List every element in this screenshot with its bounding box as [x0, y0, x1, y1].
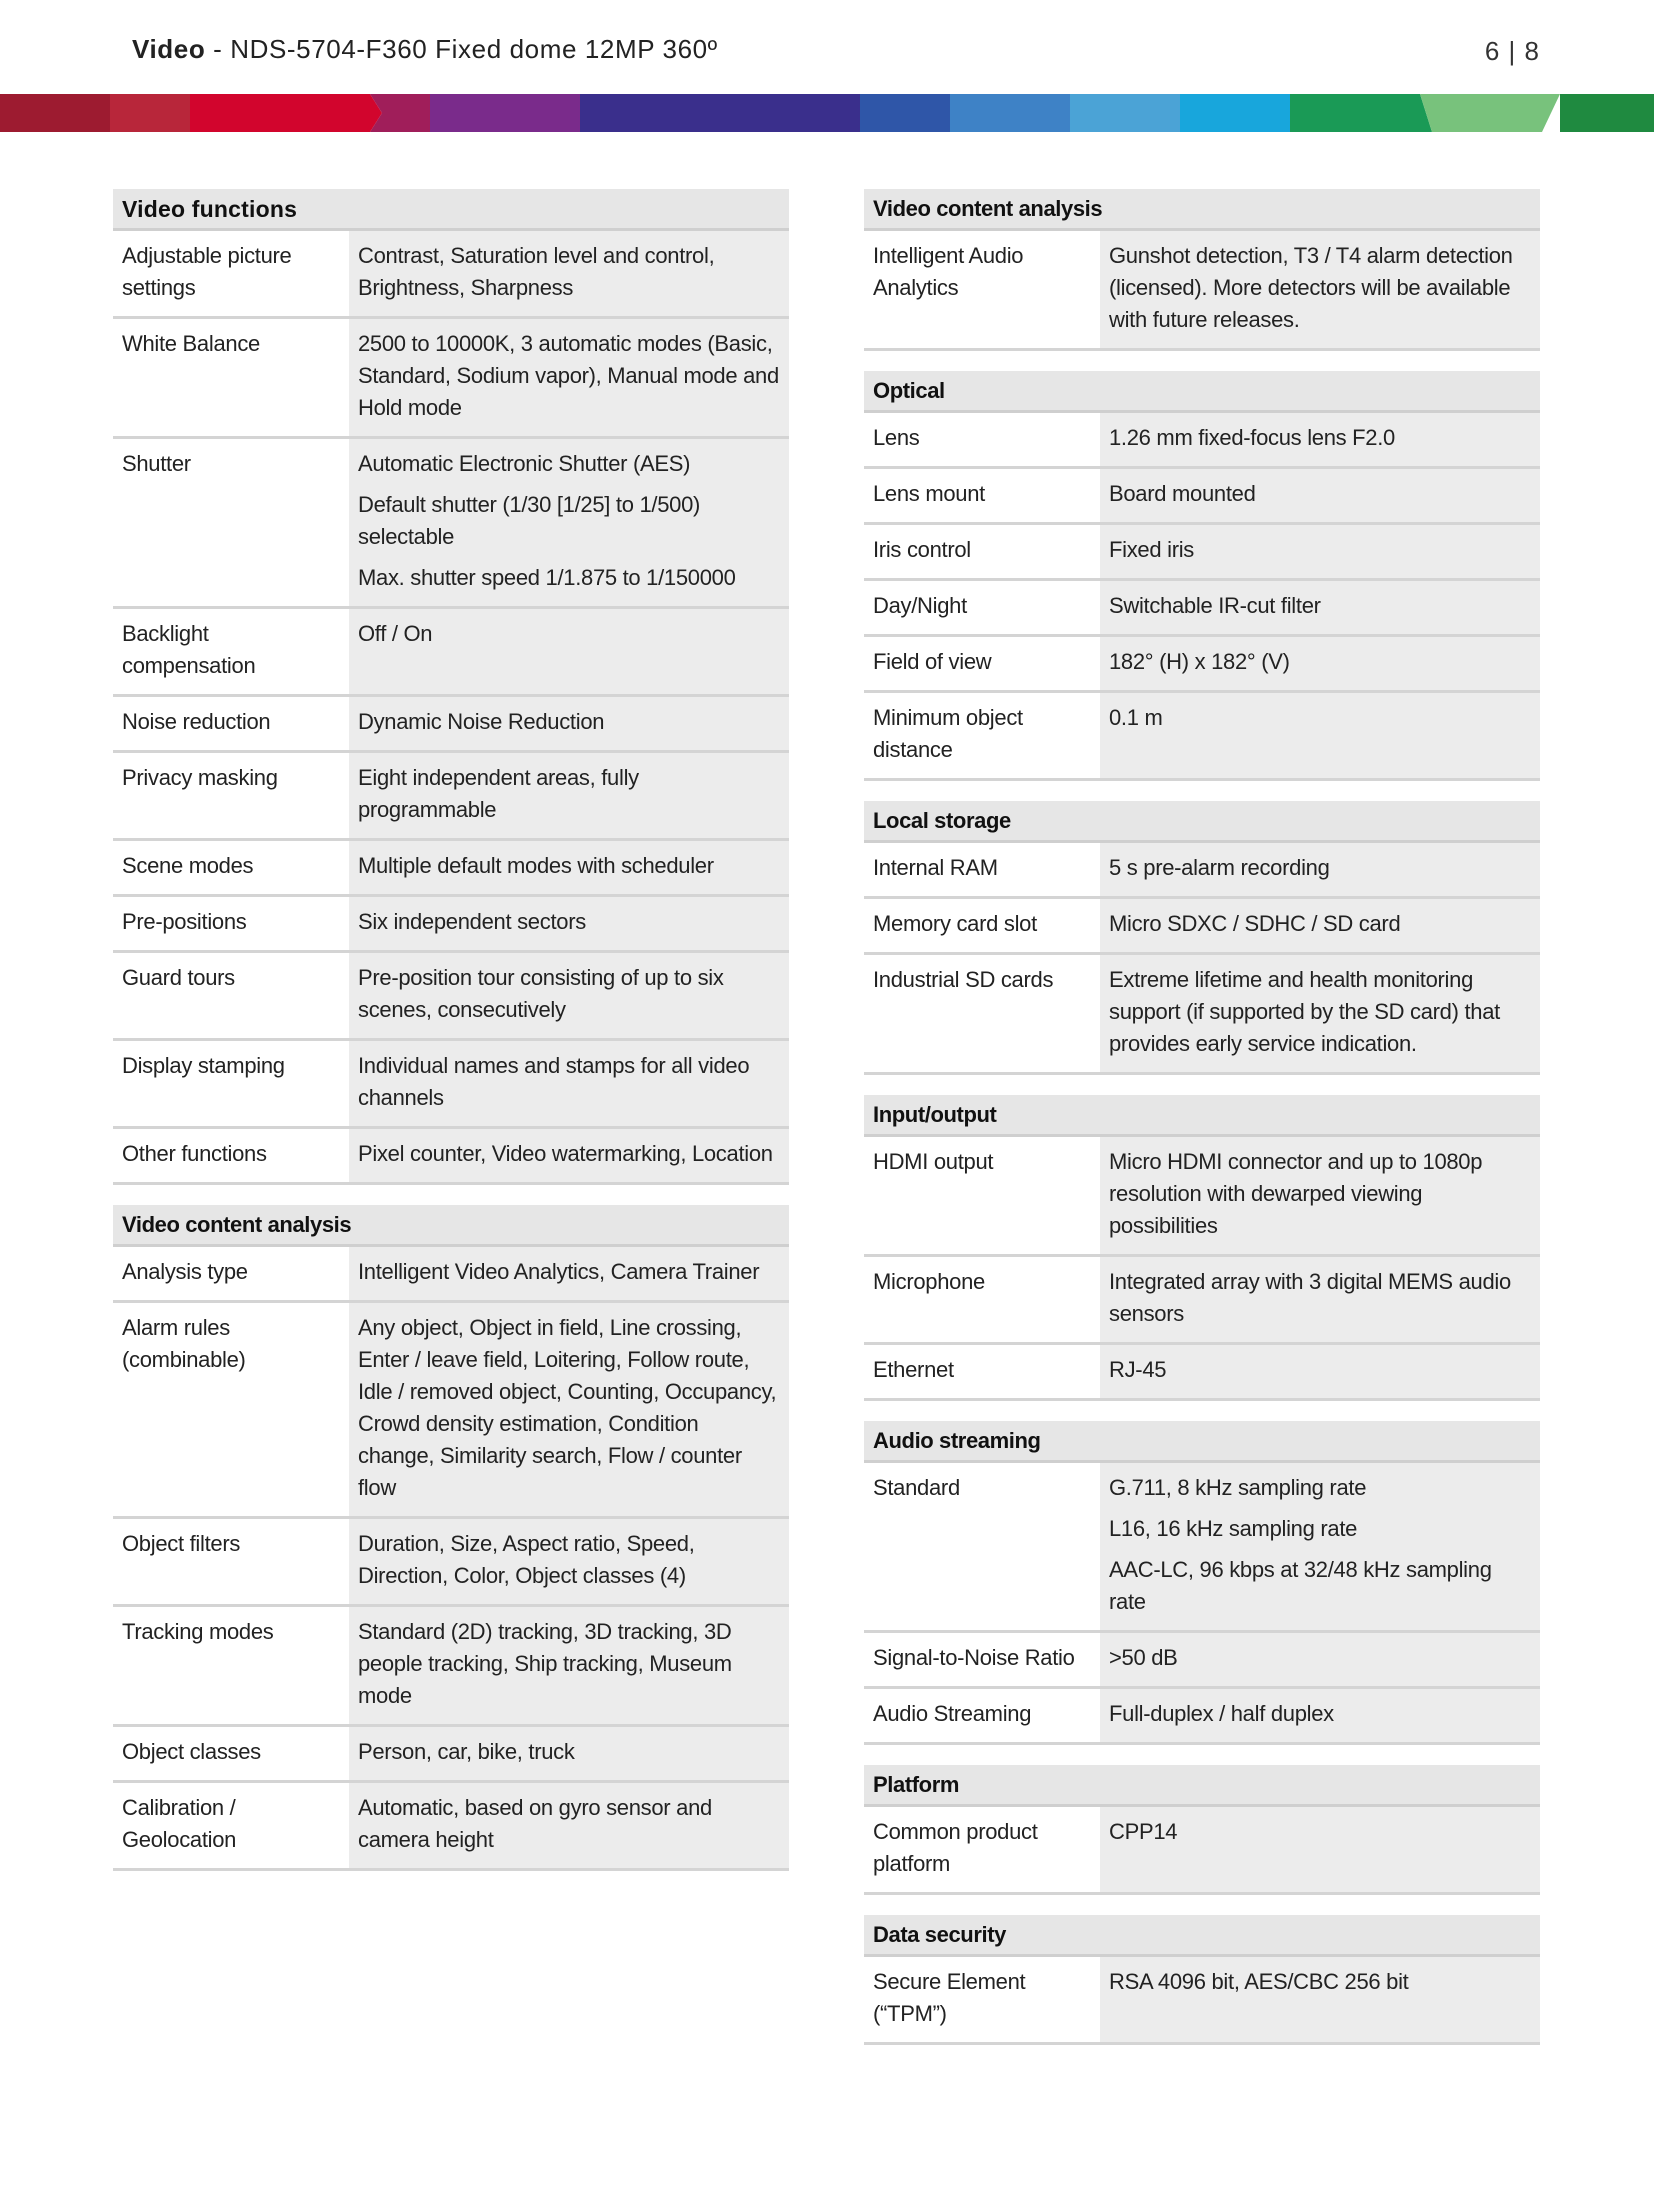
spec-value: [1100, 1807, 1540, 1892]
spec-value-line: Multiple default modes with scheduler: [358, 853, 714, 878]
section-title: Platform: [864, 1765, 1540, 1807]
spec-value: [1100, 581, 1540, 634]
spec-value-line: Eight independent areas, fully programmable: [358, 765, 639, 822]
spec-label: Privacy masking: [113, 753, 349, 838]
spec-label: Standard: [864, 1463, 1100, 1630]
spec-value: [349, 1783, 789, 1868]
spec-label: Analysis type: [113, 1247, 349, 1300]
spec-row: [864, 1689, 1540, 1745]
spec-value: [1100, 1345, 1540, 1398]
page-header: [0, 0, 1654, 94]
document-title: [132, 34, 718, 65]
spec-row: [864, 413, 1540, 469]
spec-row: [113, 609, 789, 697]
spec-value: [349, 1607, 789, 1724]
spec-label: Calibration / Geolocation: [113, 1783, 349, 1868]
spec-label: Display stamping: [113, 1041, 349, 1126]
spec-value: [349, 1041, 789, 1126]
spec-value-line: Full-duplex / half duplex: [1109, 1701, 1334, 1726]
spec-row: [864, 843, 1540, 899]
spec-value: [1100, 1689, 1540, 1742]
spec-label: Adjustable picture settings: [113, 231, 349, 316]
spec-value-line: Automatic, based on gyro sensor and camera height: [358, 1795, 712, 1852]
spec-label: Scene modes: [113, 841, 349, 894]
spec-row: [113, 953, 789, 1041]
spec-label: White Balance: [113, 319, 349, 436]
spec-label: Lens mount: [864, 469, 1100, 522]
spec-value: [1100, 469, 1540, 522]
spec-value-line: 1.26 mm fixed-focus lens F2.0: [1109, 425, 1395, 450]
spec-row: [113, 697, 789, 753]
section-title: Input/output: [864, 1095, 1540, 1137]
spec-value: [1100, 413, 1540, 466]
spec-value-line: Person, car, bike, truck: [358, 1739, 575, 1764]
section-title: Video content analysis: [113, 1205, 789, 1247]
spec-label: Internal RAM: [864, 843, 1100, 896]
spec-row: [113, 1041, 789, 1129]
spec-label: Lens: [864, 413, 1100, 466]
spec-value-line: Pre-position tour consisting of up to six scenes, consecutively: [358, 965, 724, 1022]
section-title: Audio streaming: [864, 1421, 1540, 1463]
spec-value: [1100, 637, 1540, 690]
spec-label: HDMI output: [864, 1137, 1100, 1254]
spec-value-line: Extreme lifetime and health monitoring support (if supported by the SD card) that provides early service indication.: [1109, 967, 1500, 1056]
spec-value-line: Board mounted: [1109, 481, 1256, 506]
spec-label: Alarm rules (combinable): [113, 1303, 349, 1516]
spec-label: Iris control: [864, 525, 1100, 578]
brand-color-bar: [0, 94, 1654, 132]
spec-value-line: Contrast, Saturation level and control, Brightness, Sharpness: [358, 243, 715, 300]
document-title-category: Video: [132, 34, 206, 64]
spec-section: [864, 1765, 1540, 1895]
spec-label: Memory card slot: [864, 899, 1100, 952]
spec-label: Noise reduction: [113, 697, 349, 750]
spec-value: [1100, 231, 1540, 348]
spec-row: [864, 1463, 1540, 1633]
spec-value-line: Micro HDMI connector and up to 1080p resolution with dewarped viewing possibilities: [1109, 1149, 1483, 1238]
spec-row: [113, 1607, 789, 1727]
spec-label: Backlight compensation: [113, 609, 349, 694]
spec-label: Pre-positions: [113, 897, 349, 950]
spec-section: [113, 1205, 789, 1871]
spec-value-line: 182° (H) x 182° (V): [1109, 649, 1290, 674]
section-title: Video functions: [113, 189, 789, 231]
spec-label: Minimum object distance: [864, 693, 1100, 778]
section-title: Optical: [864, 371, 1540, 413]
spec-row: [113, 753, 789, 841]
spec-row: [113, 1247, 789, 1303]
spec-row: [864, 1807, 1540, 1895]
spec-row: [864, 1957, 1540, 2045]
spec-section: [864, 801, 1540, 1075]
spec-value-line: RSA 4096 bit, AES/CBC 256 bit: [1109, 1969, 1409, 1994]
spec-label: Microphone: [864, 1257, 1100, 1342]
spec-value-line: Six independent sectors: [358, 909, 586, 934]
spec-row: [113, 231, 789, 319]
spec-value: [1100, 1633, 1540, 1686]
spec-value: [349, 841, 789, 894]
spec-value: [1100, 1957, 1540, 2042]
spec-value: [349, 697, 789, 750]
spec-value: [1100, 1463, 1540, 1630]
spec-value: [1100, 843, 1540, 896]
spec-row: [864, 1137, 1540, 1257]
spec-value-line: Off / On: [358, 621, 433, 646]
spec-value: [349, 1727, 789, 1780]
left-column: [113, 189, 789, 1891]
spec-row: [113, 841, 789, 897]
spec-label: Industrial SD cards: [864, 955, 1100, 1072]
spec-value-line: Pixel counter, Video watermarking, Location: [358, 1141, 773, 1166]
spec-value-line: Gunshot detection, T3 / T4 alarm detection (licensed). More detectors will be available with future releases.: [1109, 243, 1513, 332]
spec-value-line: Micro SDXC / SDHC / SD card: [1109, 911, 1401, 936]
spec-value: [1100, 693, 1540, 778]
spec-row: [864, 1257, 1540, 1345]
spec-label: Object filters: [113, 1519, 349, 1604]
spec-value-line: Max. shutter speed 1/1.875 to 1/150000: [358, 565, 736, 590]
spec-value-line: Fixed iris: [1109, 537, 1195, 562]
spec-row: [864, 955, 1540, 1075]
spec-value: [349, 1129, 789, 1182]
spec-value: [349, 897, 789, 950]
spec-value-line: Automatic Electronic Shutter (AES): [358, 451, 691, 476]
spec-value-line: Standard (2D) tracking, 3D tracking, 3D people tracking, Ship tracking, Museum mode: [358, 1619, 732, 1708]
spec-label: Shutter: [113, 439, 349, 606]
spec-value: [349, 953, 789, 1038]
spec-value: [1100, 1257, 1540, 1342]
spec-label: Other functions: [113, 1129, 349, 1182]
spec-row: [113, 1519, 789, 1607]
document-title-product: - NDS-5704-F360 Fixed dome 12MP 360º: [205, 34, 718, 64]
spec-row: [864, 525, 1540, 581]
section-title: Local storage: [864, 801, 1540, 843]
spec-row: [113, 1783, 789, 1871]
spec-value-line: AAC-LC, 96 kbps at 32/48 kHz sampling rate: [1109, 1557, 1492, 1614]
spec-value: [1100, 899, 1540, 952]
spec-value: [349, 1519, 789, 1604]
spec-section: [864, 371, 1540, 781]
spec-label: Intelligent Audio Analytics: [864, 231, 1100, 348]
spec-section: [864, 189, 1540, 351]
spec-value-line: Dynamic Noise Reduction: [358, 709, 605, 734]
spec-section: [113, 189, 789, 1185]
spec-value-line: Any object, Object in field, Line crossing, Enter / leave field, Loitering, Follow route, Idle / removed object, Counting, Occupancy, Crowd density estimation, Condition change, Similarity search, Flow / counter flow: [358, 1315, 777, 1500]
spec-value-line: Intelligent Video Analytics, Camera Trainer: [358, 1259, 760, 1284]
spec-value-line: 0.1 m: [1109, 705, 1163, 730]
spec-label: Common product platform: [864, 1807, 1100, 1892]
spec-value: [1100, 955, 1540, 1072]
spec-row: [864, 231, 1540, 351]
spec-row: [864, 581, 1540, 637]
section-title: Video content analysis: [864, 189, 1540, 231]
spec-row: [864, 899, 1540, 955]
spec-value-line: Individual names and stamps for all video channels: [358, 1053, 750, 1110]
spec-label: Signal-to-Noise Ratio: [864, 1633, 1100, 1686]
spec-value-line: RJ-45: [1109, 1357, 1167, 1382]
spec-label: Audio Streaming: [864, 1689, 1100, 1742]
spec-value-line: Default shutter (1/30 [1/25] to 1/500) selectable: [358, 492, 701, 549]
spec-value: [349, 753, 789, 838]
spec-label: Tracking modes: [113, 1607, 349, 1724]
spec-section: [864, 1421, 1540, 1745]
spec-row: [113, 1303, 789, 1519]
spec-row: [113, 319, 789, 439]
spec-row: [864, 637, 1540, 693]
spec-label: Ethernet: [864, 1345, 1100, 1398]
spec-value-line: CPP14: [1109, 1819, 1178, 1844]
page-number: 6 | 8: [1484, 36, 1540, 66]
spec-row: [864, 693, 1540, 781]
spec-row: [864, 1633, 1540, 1689]
spec-value: [1100, 1137, 1540, 1254]
spec-value-line: G.711, 8 kHz sampling rate: [1109, 1475, 1367, 1500]
spec-value-line: L16, 16 kHz sampling rate: [1109, 1516, 1358, 1541]
spec-value-line: Switchable IR-cut filter: [1109, 593, 1321, 618]
spec-value-line: 5 s pre-alarm recording: [1109, 855, 1330, 880]
spec-section: [864, 1095, 1540, 1401]
spec-label: Guard tours: [113, 953, 349, 1038]
spec-section: [864, 1915, 1540, 2045]
spec-value-line: 2500 to 10000K, 3 automatic modes (Basic, Standard, Sodium vapor), Manual mode and Hold mode: [358, 331, 779, 420]
spec-value: [349, 319, 789, 436]
spec-value: [349, 1303, 789, 1516]
spec-value: [349, 439, 789, 606]
spec-value: [349, 1247, 789, 1300]
spec-row: [113, 897, 789, 953]
brand-color-bar-graphic: [0, 94, 1654, 132]
spec-label: Field of view: [864, 637, 1100, 690]
right-column: [864, 189, 1540, 2065]
spec-value-line: >50 dB: [1109, 1645, 1178, 1670]
spec-label: Day/Night: [864, 581, 1100, 634]
spec-row: [864, 469, 1540, 525]
spec-label: Secure Element (“TPM”): [864, 1957, 1100, 2042]
spec-row: [113, 439, 789, 609]
spec-value: [349, 231, 789, 316]
spec-row: [113, 1129, 789, 1185]
spec-value-line: Duration, Size, Aspect ratio, Speed, Direction, Color, Object classes (4): [358, 1531, 695, 1588]
spec-value-line: Integrated array with 3 digital MEMS audio sensors: [1109, 1269, 1511, 1326]
spec-value: [1100, 525, 1540, 578]
spec-value: [349, 609, 789, 694]
spec-label: Object classes: [113, 1727, 349, 1780]
spec-row: [113, 1727, 789, 1783]
spec-row: [864, 1345, 1540, 1401]
section-title: Data security: [864, 1915, 1540, 1957]
